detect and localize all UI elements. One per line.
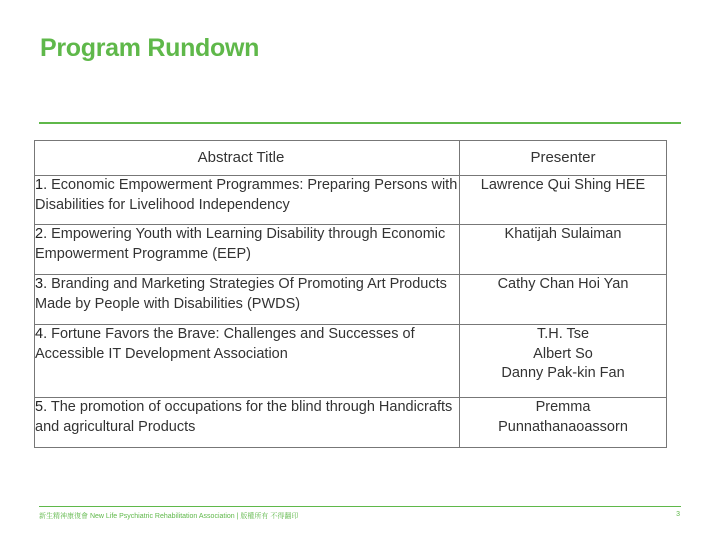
abstract-cell	[35, 176, 460, 225]
title-divider	[39, 122, 681, 124]
presenter-name: Punnathanaoassorn	[498, 418, 628, 435]
table-row	[35, 275, 667, 325]
page-number: 3	[676, 511, 680, 518]
header-abstract-title: Abstract Title	[35, 141, 460, 176]
table-row	[35, 176, 667, 225]
abstract-cell	[35, 398, 460, 448]
presenter-name: Khatijah Sulaiman	[504, 226, 622, 242]
presenter-name: T.H. Tse	[536, 326, 590, 342]
row-number: 3.	[35, 276, 48, 292]
abstract-cell	[35, 225, 460, 275]
row-number: 1.	[35, 177, 48, 193]
abstract-text: Economic Empowerment Programmes: Preparing Persons with Disabilities for Livelihood Independency	[35, 177, 458, 213]
footer-divider	[39, 506, 681, 507]
presenter-name: Albert So	[533, 345, 593, 362]
presenter-cell	[460, 325, 667, 398]
abstract-text: Empowering Youth with Learning Disability through Economic Empowerment Programme (EEP)	[35, 226, 446, 262]
abstract-text: The promotion of occupations for the blind through Handicrafts and agricultural Products	[35, 399, 453, 435]
abstract-cell	[35, 275, 460, 325]
table-header-row	[35, 141, 667, 176]
abstract-cell	[35, 325, 460, 398]
program-rundown-table	[34, 140, 667, 448]
presenter-name: Danny Pak-kin Fan	[501, 365, 625, 381]
presenter-name: Lawrence Qui Shing HEE	[480, 177, 646, 193]
presenter-cell	[460, 398, 667, 448]
presenter-cell	[460, 176, 667, 225]
abstract-text: Branding and Marketing Strategies Of Promoting Art Products Made by People with Disabilities (PWDS)	[35, 276, 447, 312]
row-number: 5.	[35, 399, 48, 415]
header-presenter: Presenter	[460, 141, 667, 176]
presenter-cell	[460, 275, 667, 325]
presenter-name: Premma	[535, 399, 591, 415]
table-row	[35, 325, 667, 398]
row-number: 2.	[35, 226, 48, 242]
row-number: 4.	[35, 326, 48, 342]
presenter-name: Cathy Chan Hoi Yan	[497, 276, 629, 292]
footer-organization-text: 新生精神康復會 New Life Psychiatric Rehabilitation Association | 版權所有 不得翻印	[39, 513, 299, 520]
presenter-cell	[460, 225, 667, 275]
abstract-text: Fortune Favors the Brave: Challenges and Successes of Accessible IT Development Association	[35, 326, 415, 362]
slide-title: Program Rundown	[40, 34, 260, 62]
table-row	[35, 225, 667, 275]
table-row	[35, 398, 667, 448]
